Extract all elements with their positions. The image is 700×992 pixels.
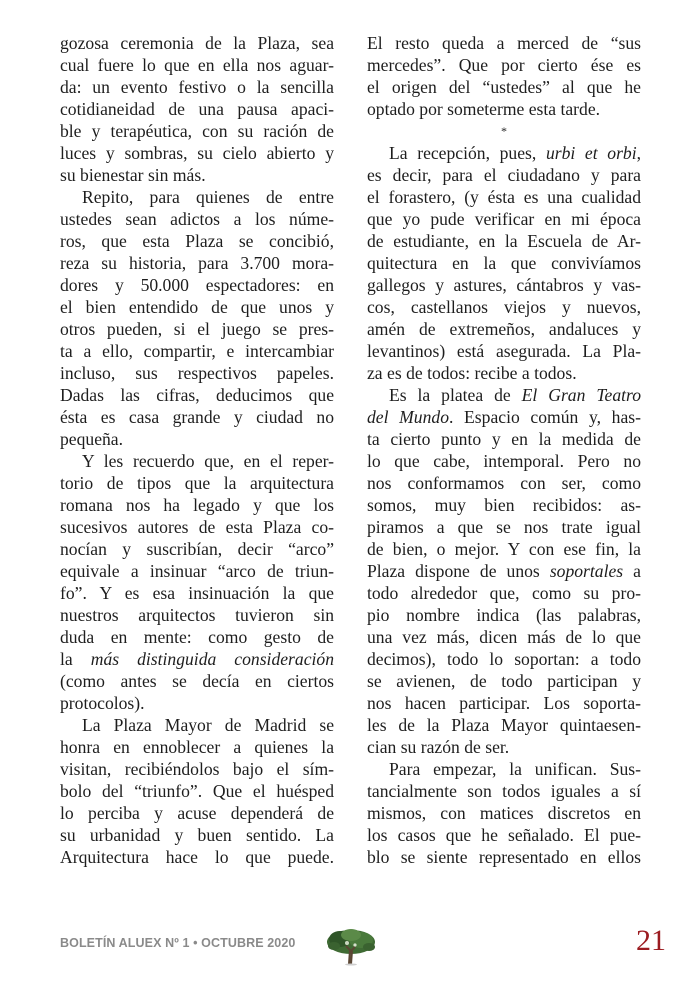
text-line — [60, 604, 334, 626]
text-line — [60, 142, 334, 164]
text-line — [367, 362, 641, 384]
text-segment: equivale a insinuar “arco de triun- — [60, 561, 334, 581]
text-segment: . Espacio común y, has- — [449, 407, 641, 427]
text-segment: El resto queda a merced de “sus — [367, 33, 641, 53]
text-line — [60, 714, 334, 736]
text-segment: quitectura en la que convivíamos — [367, 253, 641, 273]
text-segment: tancialmente son todos iguales a sí — [367, 781, 641, 801]
text-line — [367, 318, 641, 340]
text-line — [60, 32, 334, 54]
text-line — [367, 32, 641, 54]
text-segment: el bien entendido de que unos y — [60, 297, 334, 317]
section-separator — [367, 120, 641, 142]
text-line — [367, 692, 641, 714]
text-segment: da: un evento festivo o la sencilla — [60, 77, 334, 97]
text-segment: za es de todos: recibe a todos. — [367, 363, 577, 383]
text-segment: Dadas las cifras, deducimos que — [60, 385, 334, 405]
text-segment: blo se siente representado en ellos — [367, 847, 641, 867]
text-segment: reza su historia, para 3.700 mora- — [60, 253, 334, 273]
text-line — [60, 54, 334, 76]
text-segment: se avienen, de todo participan y — [367, 671, 641, 691]
text-segment: el origen del “ustedes” al que he — [367, 77, 641, 97]
text-line — [367, 98, 641, 120]
text-segment: a — [623, 561, 641, 581]
italic-text: El Gran Teatro — [521, 385, 641, 405]
text-segment: , — [636, 143, 641, 163]
text-segment: todo alrededor que, como su pro- — [367, 583, 641, 603]
text-line — [60, 428, 334, 450]
text-segment: Arquitectura hace lo que puede. — [60, 847, 334, 867]
text-segment: torio de tipos que la arquitectura — [60, 473, 334, 493]
text-line — [60, 76, 334, 98]
text-line — [367, 76, 641, 98]
text-line — [367, 582, 641, 604]
text-segment: sucesivos autores de esta Plaza co- — [60, 517, 334, 537]
text-segment: levantinos) está asegurada. La Pla- — [367, 341, 641, 361]
right-column — [367, 32, 641, 868]
text-segment: honra en ennoblecer a quienes la — [60, 737, 334, 757]
text-line — [367, 846, 641, 868]
text-line — [367, 648, 641, 670]
text-segment: incluso, sus respectivos papeles. — [60, 363, 334, 383]
text-segment: otros pueden, si el juego se pres- — [60, 319, 334, 339]
text-segment: cual fuere lo que en ella nos aguar- — [60, 55, 334, 75]
text-segment: protocolos). — [60, 693, 145, 713]
text-segment: La recepción, pues, — [389, 143, 546, 163]
text-segment: ta cierto punto y en la medida de — [367, 429, 641, 449]
text-segment: fo”. Y es esa insinuación la que — [60, 583, 334, 603]
text-line — [367, 186, 641, 208]
text-segment: visitan, recibiéndolos bajo el sím- — [60, 759, 334, 779]
text-line — [60, 362, 334, 384]
text-line — [60, 626, 334, 648]
italic-text: soportales — [549, 561, 624, 581]
text-line — [367, 274, 641, 296]
text-line — [367, 142, 641, 164]
text-segment: su bienestar sin más. — [60, 165, 206, 185]
text-segment: decimos), todo lo soportan: a todo — [367, 649, 641, 669]
text-line — [60, 670, 334, 692]
text-segment: amén de extremeños, andaluces y — [367, 319, 641, 339]
footer-publication: BOLETÍN ALUEX Nº 1 • OCTUBRE 2020 — [60, 936, 296, 950]
text-line — [60, 208, 334, 230]
text-line — [60, 538, 334, 560]
text-line — [367, 406, 641, 428]
text-line — [60, 406, 334, 428]
text-line — [367, 802, 641, 824]
text-line — [60, 560, 334, 582]
text-segment: ustedes sean adictos a los núme- — [60, 209, 334, 229]
text-segment: piramos a que se nos trate igual — [367, 517, 641, 537]
text-segment: Y les recuerdo que, en el reper- — [82, 451, 334, 471]
text-line — [367, 780, 641, 802]
text-line — [60, 736, 334, 758]
text-segment: bolo del “triunfo”. Que el huésped — [60, 781, 334, 801]
text-line — [367, 472, 641, 494]
text-line — [367, 230, 641, 252]
text-segment: cotidianeidad de una pausa apaci- — [60, 99, 334, 119]
text-segment: ésta es casa grande y ciudad no — [60, 407, 334, 427]
text-segment: optado por someterme esta tarde. — [367, 99, 601, 119]
text-segment: gozosa ceremonia de la Plaza, sea — [60, 33, 334, 53]
text-segment: Para empezar, la unifican. Sus- — [389, 759, 641, 779]
text-line — [367, 384, 641, 406]
tree-icon — [322, 926, 380, 966]
text-line — [60, 450, 334, 472]
text-line — [60, 252, 334, 274]
italic-text: más distinguida consideración — [90, 649, 334, 669]
text-segment: los casos que he señalado. El pue- — [367, 825, 641, 845]
text-line — [60, 846, 334, 868]
text-line — [60, 318, 334, 340]
text-line — [60, 164, 334, 186]
text-line — [367, 626, 641, 648]
text-line — [60, 582, 334, 604]
text-segment: es decir, para el ciudadano y para — [367, 165, 641, 185]
text-line — [60, 516, 334, 538]
text-line — [367, 340, 641, 362]
text-line — [367, 450, 641, 472]
text-line — [60, 230, 334, 252]
text-segment: cian su razón de ser. — [367, 737, 510, 757]
text-segment: * — [501, 124, 507, 138]
text-segment: nos hacen participar. Los soporta- — [367, 693, 641, 713]
text-line — [60, 274, 334, 296]
text-segment: (como antes se decía en ciertos — [60, 671, 334, 691]
text-segment: de estudiante, en la Escuela de Ar- — [367, 231, 641, 251]
text-line — [367, 758, 641, 780]
text-segment: ros, que esta Plaza se concibió, — [60, 231, 334, 251]
text-line — [60, 186, 334, 208]
text-segment: Plaza dispone de unos — [367, 561, 550, 581]
text-line — [367, 164, 641, 186]
text-line — [60, 802, 334, 824]
text-segment: pequeña. — [60, 429, 124, 449]
text-segment: luces y sombras, su cielo abierto y — [60, 143, 334, 163]
text-segment: nuestros arquitectos tuvieron sin — [60, 605, 334, 625]
left-column — [60, 32, 334, 868]
text-line — [60, 824, 334, 846]
text-segment: el forastero, (y ésta es una cualidad — [367, 187, 641, 207]
text-segment: Es la platea de — [389, 385, 522, 405]
text-line — [60, 472, 334, 494]
text-line — [367, 516, 641, 538]
text-line — [367, 296, 641, 318]
text-segment: pio nombre indica (las palabras, — [367, 605, 641, 625]
text-line — [60, 692, 334, 714]
text-line — [60, 648, 334, 670]
text-line — [367, 208, 641, 230]
text-segment: cos, castellanos viejos y nuevos, — [367, 297, 641, 317]
text-line — [367, 736, 641, 758]
text-line — [60, 780, 334, 802]
text-segment: una vez más, dicen más de lo que — [367, 627, 641, 647]
text-segment: mercedes”. Que por cierto ése es — [367, 55, 641, 75]
text-segment: romana nos ha legado y que los — [60, 495, 334, 515]
text-segment: la — [60, 649, 91, 669]
text-line — [60, 340, 334, 362]
text-segment: somos, muy bien recibidos: as- — [367, 495, 641, 515]
text-line — [367, 538, 641, 560]
text-segment: de bien, o mejor. Y con ese fin, la — [367, 539, 641, 559]
page-number: 21 — [636, 924, 666, 957]
text-segment: Repito, para quienes de entre — [82, 187, 334, 207]
text-line — [60, 384, 334, 406]
text-segment: gallegos y astures, cántabros y vas- — [367, 275, 641, 295]
text-line — [367, 428, 641, 450]
text-line — [60, 494, 334, 516]
text-segment: que yo pude verificar en mi época — [367, 209, 641, 229]
text-segment: lo que cabe, intemporal. Pero no — [367, 451, 641, 471]
text-segment: duda en mente: como gesto de — [60, 627, 334, 647]
text-line — [60, 120, 334, 142]
text-segment: ble y terapéutica, con su ración de — [60, 121, 334, 141]
text-line — [60, 758, 334, 780]
text-segment: dores y 50.000 espectadores: en — [60, 275, 334, 295]
text-line — [60, 98, 334, 120]
text-segment: nocían y suscribían, decir “arco” — [60, 539, 334, 559]
text-segment: mismos, con matices discretos en — [367, 803, 641, 823]
text-line — [367, 494, 641, 516]
text-segment: ta a ello, compartir, e intercambiar — [60, 341, 334, 361]
italic-text: urbi et orbi — [545, 143, 637, 163]
text-line — [367, 604, 641, 626]
text-line — [367, 670, 641, 692]
text-segment: nos conformamos con ser, como — [367, 473, 641, 493]
text-line — [367, 560, 641, 582]
text-segment: La Plaza Mayor de Madrid se — [82, 715, 334, 735]
text-segment: lo perciba y acuse dependerá de — [60, 803, 334, 823]
text-segment: su urbanidad y buen sentido. La — [60, 825, 334, 845]
text-line — [60, 296, 334, 318]
text-line — [367, 54, 641, 76]
text-segment: les de la Plaza Mayor quintaesen- — [367, 715, 641, 735]
italic-text: del Mundo — [367, 407, 449, 427]
text-line — [367, 252, 641, 274]
text-line — [367, 824, 641, 846]
text-line — [367, 714, 641, 736]
